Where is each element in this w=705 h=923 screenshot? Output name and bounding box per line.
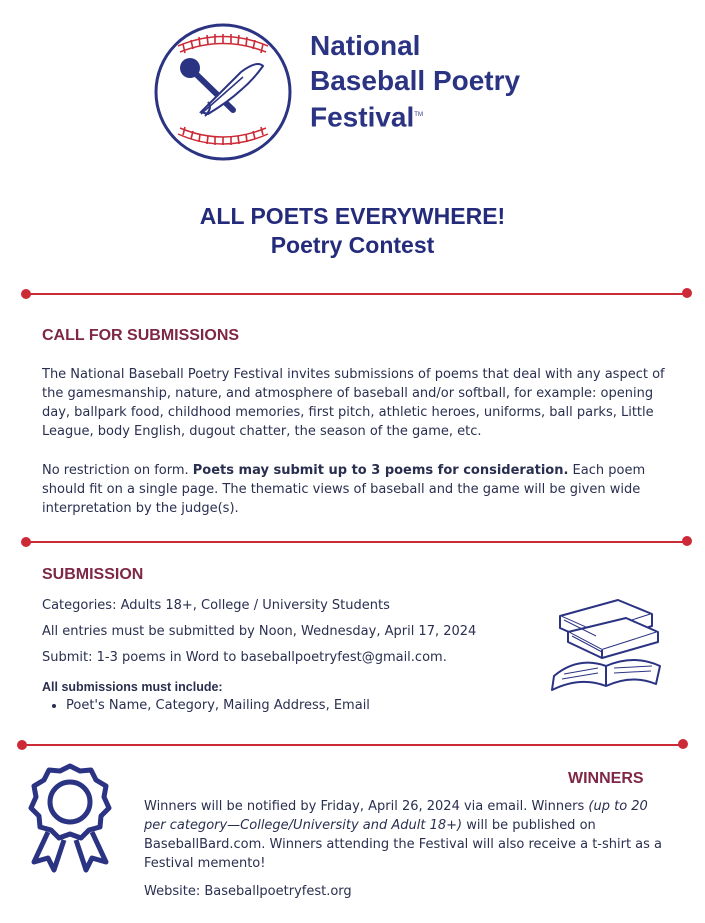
- trademark-mark: TM: [414, 112, 423, 118]
- divider-dot: [678, 739, 688, 749]
- divider-dot: [682, 288, 692, 298]
- section-divider: [26, 293, 687, 295]
- submission-categories: Categories: Adults 18+, College / University Students: [42, 598, 390, 613]
- must-include-label: All submissions must include:: [42, 680, 223, 694]
- logo-line-1: National: [310, 30, 421, 61]
- submission-deadline: All entries must be submitted by Noon, Wednesday, April 17, 2024: [42, 624, 477, 639]
- winners-heading: WINNERS: [568, 770, 644, 787]
- award-ribbon-icon: [24, 762, 116, 874]
- submission-heading: SUBMISSION: [42, 566, 144, 583]
- divider-dot: [21, 289, 31, 299]
- page-title: ALL POETS EVERYWHERE!: [199, 203, 506, 229]
- website-line: Website: Baseballpoetryfest.org: [144, 884, 352, 899]
- call-paragraph-2: No restriction on form. Poets may submit up to 3 poems for consideration. Each poem should fit on a single page. The thematic views of baseball and the game will be given wide interpretation by the judge(s).: [42, 463, 646, 516]
- divider-dot: [21, 537, 31, 547]
- call-heading: CALL FOR SUBMISSIONS: [42, 327, 240, 344]
- logo-line-2: Baseball Poetry: [310, 65, 521, 96]
- list-item: Poet's Name, Category, Mailing Address, Email: [52, 698, 370, 713]
- winners-paragraph: Winners will be notified by Friday, April 26, 2024 via email. Winners (up to 20 per category—College/University and Adult 18+) will be published on BaseballBard.com. Winners attending the Festival will also receive a t-shirt as a Festival memento!: [144, 799, 663, 871]
- festival-logo-text: [310, 28, 520, 134]
- section-divider: [26, 541, 687, 543]
- divider-dot: [682, 536, 692, 546]
- divider-dot: [17, 740, 27, 750]
- logo-line-3: Festival™: [310, 101, 423, 133]
- page-subtitle: Poetry Contest: [270, 232, 435, 258]
- submission-method: Submit: 1-3 poems in Word to baseballpoetryfest@gmail.com.: [42, 650, 447, 665]
- call-paragraph-1: The National Baseball Poetry Festival invites submissions of poems that deal with any aspect of the gamesmanship, nature, and atmosphere of baseball and/or softball, for example: opening day, ballpark food, childhood memories, first pitch, athletic heroes, uniforms, ball parks, Little League, body English, dugout chatter, the season of the game, etc.: [42, 367, 665, 439]
- section-divider: [26, 744, 687, 746]
- bullet-icon: [52, 704, 56, 708]
- books-icon: [548, 596, 668, 696]
- festival-logo-icon: [153, 22, 293, 162]
